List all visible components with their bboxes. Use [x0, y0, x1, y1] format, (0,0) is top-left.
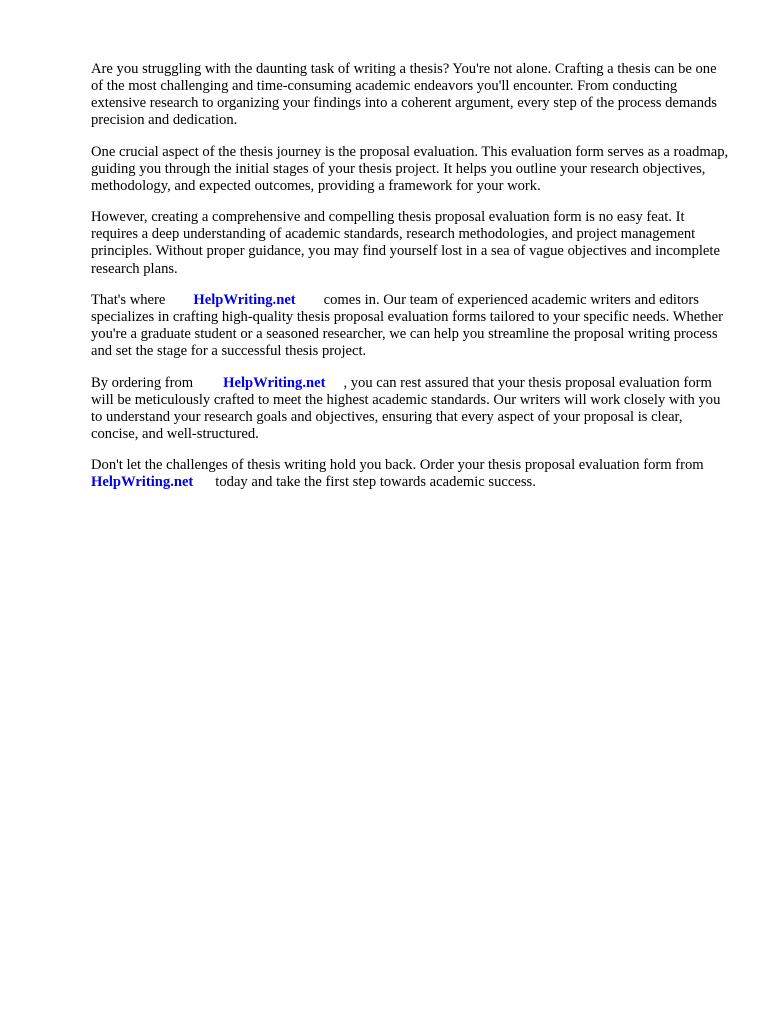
paragraph-intro: Are you struggling with the daunting task of writing a thesis? You're not alone. Crafting a thesis can be one of the most challenging and time-consuming academic endeavors you'll encounter. From conducting extensive research to organizing your findings into a coherent argument, every step of the process demands precision and dedication. [91, 61, 717, 129]
paragraph-text-before-link: Don't let the challenges of thesis writing hold you back. Order your thesis proposal evaluation form from [91, 457, 704, 474]
document-body [91, 61, 731, 506]
paragraph-closing [91, 457, 731, 491]
paragraph-by-ordering [91, 375, 731, 443]
paragraph-text-after-link: , you can rest assured that your thesis proposal evaluation form will be meticulously crafted to meet the highest academic standards. Our writers will work closely with you to understand your research goals and objectives, ensuring that every aspect of your proposal is clear, concise, and well-structured. [91, 374, 721, 442]
paragraph-proposal-evaluation: One crucial aspect of the thesis journey is the proposal evaluation. This evaluation form serves as a roadmap, guiding you through the initial stages of your thesis project. It helps you outline your research objectives, methodology, and expected outcomes, providing a framework for your work. [91, 143, 729, 194]
helpwriting-link[interactable]: HelpWriting.net [91, 474, 194, 491]
paragraph-text-after-link: comes in. Our team of experienced academic writers and editors specializes in crafting high-quality thesis proposal evaluation forms tailored to your specific needs. Whether you're a graduate student or a seasoned researcher, we can help you streamline the proposal writing process and set the stage for a successful thesis project. [91, 291, 723, 360]
paragraph-text-after-link: today and take the first step towards academic success. [215, 474, 536, 491]
paragraph-challenges: However, creating a comprehensive and compelling thesis proposal evaluation form is no easy feat. It requires a deep understanding of academic standards, research methodologies, and project management principles. Without proper guidance, you may find yourself lost in a sea of vague objectives and incomplete research plans. [91, 209, 720, 277]
paragraph-thats-where [91, 292, 731, 360]
paragraph-text-before-link: By ordering from [91, 374, 194, 391]
helpwriting-link[interactable]: HelpWriting.net [193, 291, 296, 308]
helpwriting-link[interactable]: HelpWriting.net [223, 374, 326, 391]
paragraph-text-before-link: That's where [91, 291, 166, 308]
